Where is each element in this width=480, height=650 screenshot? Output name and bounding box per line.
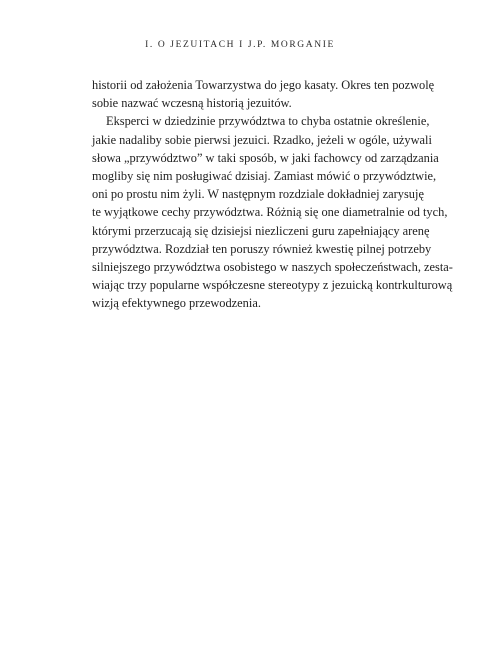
text-line: którymi przerzucają się dzisiejsi niezliczeni guru zapełniający arenę bbox=[92, 223, 430, 238]
paragraph-2 bbox=[92, 112, 453, 312]
text-line: Eksperci w dziedzinie przywództwa to chyba ostatnie określenie, bbox=[106, 114, 430, 129]
text-line: historii od założenia Towarzystwa do jego kasaty. Okres ten pozwolę bbox=[92, 78, 435, 92]
paragraph-1 bbox=[92, 76, 435, 112]
text-line: mogliby się nim posługiwać dzisiaj. Zamiast mówić o przywództwie, bbox=[92, 168, 437, 183]
text-line: jakie nadaliby sobie pierwsi jezuici. Rzadko, jeżeli w ogóle, używali bbox=[92, 132, 432, 147]
body-text bbox=[92, 76, 453, 312]
text-line: te wyjątkowe cechy przywództwa. Różnią się one diametralnie od tych, bbox=[92, 205, 448, 220]
text-line: wizją efektywnego przewodzenia. bbox=[92, 296, 261, 311]
text-line: przywództwa. Rozdział ten poruszy również kwestię pilnej potrzeby bbox=[92, 241, 432, 256]
text-line: oni po prostu nim żyli. W następnym rozdziale dokładniej zarysuję bbox=[92, 187, 424, 202]
text-line: sobie nazwać wczesną historią jezuitów. bbox=[92, 96, 292, 111]
text-line: wiając trzy popularne współczesne stereotypy z jezuicką kontrkulturową bbox=[92, 278, 453, 293]
running-head: I. O JEZUITACH I J.P. MORGANIE bbox=[145, 40, 335, 50]
text-line: silniejszego przywództwa osobistego w naszych społeczeństwach, zesta- bbox=[92, 259, 453, 274]
text-line: słowa „przywództwo” w taki sposób, w jaki fachowcy od zarządzania bbox=[92, 150, 439, 165]
